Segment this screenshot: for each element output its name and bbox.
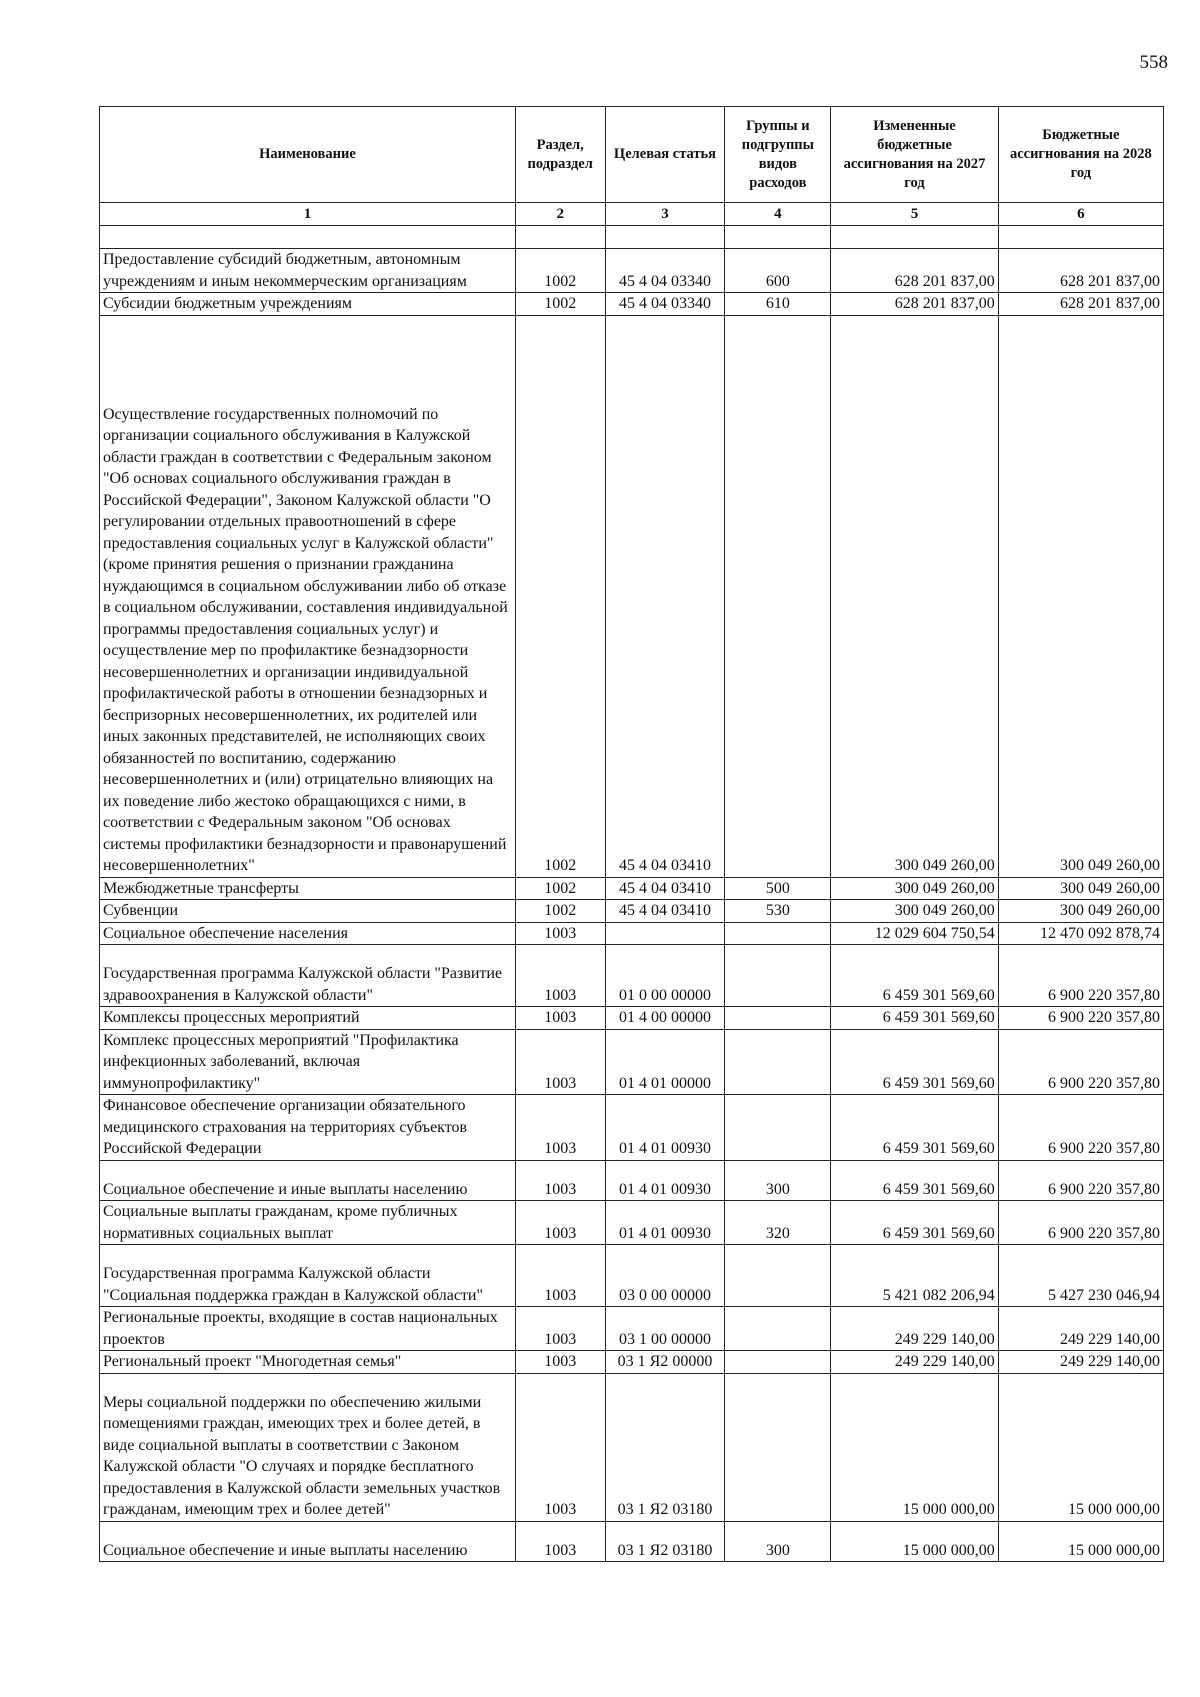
row-section: 1003 xyxy=(515,1245,605,1307)
row-target: 01 4 00 00000 xyxy=(605,1007,725,1030)
row-name: Социальное обеспечение и иные выплаты населению xyxy=(100,1160,516,1201)
table-row xyxy=(100,877,1164,900)
row-target xyxy=(605,922,725,945)
column-number: 1 xyxy=(100,203,516,226)
column-number-row xyxy=(100,203,1164,226)
row-name: Государственная программа Калужской области "Развитие здравоохранения в Калужской области" xyxy=(100,945,516,1007)
row-target: 01 0 00 00000 xyxy=(605,945,725,1007)
row-amount-2028: 6 900 220 357,80 xyxy=(998,945,1163,1007)
row-name: Субсидии бюджетным учреждениям xyxy=(100,293,516,316)
row-section: 1003 xyxy=(515,1351,605,1374)
row-section: 1003 xyxy=(515,1007,605,1030)
row-amount-2028: 249 229 140,00 xyxy=(998,1351,1163,1374)
row-amount-2028: 300 049 260,00 xyxy=(998,315,1163,877)
row-target: 03 1 00 00000 xyxy=(605,1307,725,1351)
row-amount-2028: 6 900 220 357,80 xyxy=(998,1160,1163,1201)
row-amount-2027: 6 459 301 569,60 xyxy=(831,1007,998,1030)
row-amount-2028: 5 427 230 046,94 xyxy=(998,1245,1163,1307)
row-name: Меры социальной поддержки по обеспечению жилыми помещениями граждан, имеющих трех и более детей, в виде социальной выплаты в соответствии с Законом Калужской области "О случаях и порядке бесплатного предоставления в Калужской области земельных участков гражданам, имеющим трех и более детей" xyxy=(100,1373,516,1521)
row-section: 1002 xyxy=(515,293,605,316)
header-row xyxy=(100,107,1164,203)
row-target: 45 4 04 03340 xyxy=(605,249,725,293)
row-name: Государственная программа Калужской области "Социальная поддержка граждан в Калужской области" xyxy=(100,1245,516,1307)
row-group: 500 xyxy=(725,877,831,900)
table-row xyxy=(100,1029,1164,1095)
header-section: Раздел, подраздел xyxy=(515,107,605,203)
table-row xyxy=(100,1307,1164,1351)
row-target: 01 4 01 00930 xyxy=(605,1160,725,1201)
row-section: 1003 xyxy=(515,1521,605,1562)
row-section: 1003 xyxy=(515,1029,605,1095)
row-amount-2027: 628 201 837,00 xyxy=(831,249,998,293)
row-amount-2028: 15 000 000,00 xyxy=(998,1521,1163,1562)
row-group xyxy=(725,1373,831,1521)
table-row xyxy=(100,1160,1164,1201)
row-group: 300 xyxy=(725,1160,831,1201)
row-group: 320 xyxy=(725,1201,831,1245)
row-amount-2027: 12 029 604 750,54 xyxy=(831,922,998,945)
row-name: Субвенции xyxy=(100,900,516,923)
row-amount-2027: 249 229 140,00 xyxy=(831,1351,998,1374)
row-amount-2028: 300 049 260,00 xyxy=(998,877,1163,900)
row-amount-2028: 6 900 220 357,80 xyxy=(998,1095,1163,1161)
row-group: 530 xyxy=(725,900,831,923)
row-amount-2027: 6 459 301 569,60 xyxy=(831,1160,998,1201)
row-section: 1003 xyxy=(515,922,605,945)
row-name: Социальное обеспечение населения xyxy=(100,922,516,945)
row-target: 45 4 04 03410 xyxy=(605,877,725,900)
table-row xyxy=(100,1521,1164,1562)
row-target: 01 4 01 00000 xyxy=(605,1029,725,1095)
row-section: 1003 xyxy=(515,1095,605,1161)
table-row xyxy=(100,1245,1164,1307)
row-amount-2027: 300 049 260,00 xyxy=(831,877,998,900)
row-group: 610 xyxy=(725,293,831,316)
table-row xyxy=(100,1095,1164,1161)
row-amount-2028: 6 900 220 357,80 xyxy=(998,1007,1163,1030)
row-group xyxy=(725,922,831,945)
column-number: 2 xyxy=(515,203,605,226)
table-row xyxy=(100,1007,1164,1030)
table-row xyxy=(100,249,1164,293)
row-target: 01 4 01 00930 xyxy=(605,1095,725,1161)
row-section: 1003 xyxy=(515,1307,605,1351)
row-amount-2027: 6 459 301 569,60 xyxy=(831,1201,998,1245)
table-row xyxy=(100,1351,1164,1374)
row-name: Региональные проекты, входящие в состав национальных проектов xyxy=(100,1307,516,1351)
row-target: 45 4 04 03410 xyxy=(605,315,725,877)
row-target: 45 4 04 03340 xyxy=(605,293,725,316)
column-number: 3 xyxy=(605,203,725,226)
row-amount-2027: 628 201 837,00 xyxy=(831,293,998,316)
column-number: 4 xyxy=(725,203,831,226)
table-row xyxy=(100,315,1164,877)
table-row xyxy=(100,1201,1164,1245)
row-amount-2027: 6 459 301 569,60 xyxy=(831,945,998,1007)
row-group xyxy=(725,1307,831,1351)
row-section: 1003 xyxy=(515,1373,605,1521)
row-group xyxy=(725,945,831,1007)
table-row xyxy=(100,945,1164,1007)
row-name: Финансовое обеспечение организации обязательного медицинского страхования на территориях субъектов Российской Федерации xyxy=(100,1095,516,1161)
row-name: Предоставление субсидий бюджетным, автономным учреждениям и иным некоммерческим организациям xyxy=(100,249,516,293)
page-number: 558 xyxy=(1139,52,1168,73)
header-amount-2028: Бюджетные ассигнования на 2028 год xyxy=(998,107,1163,203)
row-amount-2027: 249 229 140,00 xyxy=(831,1307,998,1351)
row-group: 600 xyxy=(725,249,831,293)
row-target: 03 1 Я2 03180 xyxy=(605,1521,725,1562)
row-target: 01 4 01 00930 xyxy=(605,1201,725,1245)
row-amount-2027: 300 049 260,00 xyxy=(831,900,998,923)
row-section: 1003 xyxy=(515,1201,605,1245)
header-amount-2027: Измененные бюджетные ассигнования на 2027 год xyxy=(831,107,998,203)
row-group xyxy=(725,315,831,877)
row-section: 1002 xyxy=(515,877,605,900)
table-row xyxy=(100,900,1164,923)
spacer-row xyxy=(100,226,1164,249)
header-group: Группы и подгруппы видов расходов xyxy=(725,107,831,203)
row-amount-2028: 12 470 092 878,74 xyxy=(998,922,1163,945)
row-group xyxy=(725,1351,831,1374)
row-amount-2028: 249 229 140,00 xyxy=(998,1307,1163,1351)
row-name: Комплекс процессных мероприятий "Профилактика инфекционных заболеваний, включая иммунопрофилактику" xyxy=(100,1029,516,1095)
header-target: Целевая статья xyxy=(605,107,725,203)
row-amount-2028: 15 000 000,00 xyxy=(998,1373,1163,1521)
row-amount-2028: 6 900 220 357,80 xyxy=(998,1201,1163,1245)
row-group xyxy=(725,1095,831,1161)
row-section: 1003 xyxy=(515,1160,605,1201)
row-section: 1002 xyxy=(515,315,605,877)
row-section: 1002 xyxy=(515,900,605,923)
table-row xyxy=(100,293,1164,316)
row-amount-2027: 15 000 000,00 xyxy=(831,1521,998,1562)
row-section: 1003 xyxy=(515,945,605,1007)
row-amount-2028: 628 201 837,00 xyxy=(998,249,1163,293)
row-target: 03 1 Я2 00000 xyxy=(605,1351,725,1374)
row-section: 1002 xyxy=(515,249,605,293)
row-target: 45 4 04 03410 xyxy=(605,900,725,923)
row-amount-2027: 15 000 000,00 xyxy=(831,1373,998,1521)
column-number: 5 xyxy=(831,203,998,226)
row-name: Комплексы процессных мероприятий xyxy=(100,1007,516,1030)
row-group xyxy=(725,1245,831,1307)
row-target: 03 1 Я2 03180 xyxy=(605,1373,725,1521)
row-group: 300 xyxy=(725,1521,831,1562)
row-amount-2027: 300 049 260,00 xyxy=(831,315,998,877)
budget-table xyxy=(99,106,1164,1562)
table-row xyxy=(100,922,1164,945)
table-row xyxy=(100,1373,1164,1521)
row-amount-2027: 6 459 301 569,60 xyxy=(831,1029,998,1095)
row-group xyxy=(725,1029,831,1095)
row-amount-2028: 6 900 220 357,80 xyxy=(998,1029,1163,1095)
row-name: Социальное обеспечение и иные выплаты населению xyxy=(100,1521,516,1562)
row-group xyxy=(725,1007,831,1030)
row-name: Осуществление государственных полномочий по организации социального обслуживания в Калужской области граждан в соответствии с Федеральным законом "Об основах социального обслуживания граждан в Российской Федерации", Законом Калужской области "О регулировании отдельных правоотношений в сфере предоставления социальных услуг в Калужской области" (кроме принятия решения о признании гражданина нуждающимся в социальном обслуживании либо об отказе в социальном обслуживании, составления индивидуальной программы предоставления социальных услуг) и осуществление мер по профилактике безнадзорности несовершеннолетних и организации индивидуальной профилактической работы в отношении безнадзорных и беспризорных несовершеннолетних, их родителей или иных законных представителей, не исполняющих своих обязанностей по воспитанию, содержанию несовершеннолетних и (или) отрицательно влияющих на их поведение либо жестоко обращающихся с ними, в соответствии с Федеральным законом "Об основах системы профилактики безнадзорности и правонарушений несовершеннолетних" xyxy=(100,315,516,877)
row-amount-2027: 6 459 301 569,60 xyxy=(831,1095,998,1161)
header-name: Наименование xyxy=(100,107,516,203)
row-name: Социальные выплаты гражданам, кроме публичных нормативных социальных выплат xyxy=(100,1201,516,1245)
row-amount-2028: 628 201 837,00 xyxy=(998,293,1163,316)
row-name: Межбюджетные трансферты xyxy=(100,877,516,900)
row-amount-2027: 5 421 082 206,94 xyxy=(831,1245,998,1307)
column-number: 6 xyxy=(998,203,1163,226)
row-amount-2028: 300 049 260,00 xyxy=(998,900,1163,923)
row-name: Региональный проект "Многодетная семья" xyxy=(100,1351,516,1374)
row-target: 03 0 00 00000 xyxy=(605,1245,725,1307)
